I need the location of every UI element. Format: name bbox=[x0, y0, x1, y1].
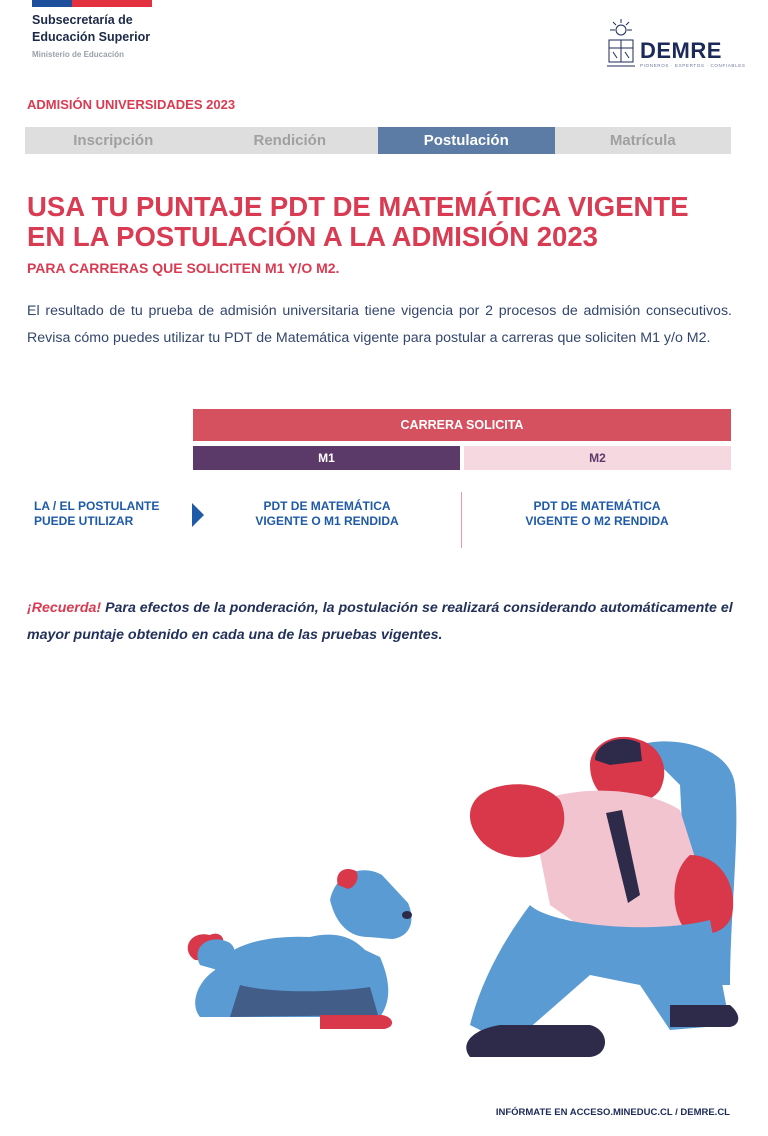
emblem-icon bbox=[606, 18, 636, 70]
reminder-lead: ¡Recuerda! bbox=[27, 600, 102, 616]
demre-logo bbox=[606, 18, 746, 74]
m1-column-header: M1 bbox=[193, 446, 460, 470]
tab-inscripcion: Inscripción bbox=[25, 127, 202, 154]
logo-tagline: PIONEROS · EXPERTOS · CONFIABLES bbox=[640, 63, 746, 68]
headline-line1: USA TU PUNTAJE PDT DE MATEMÁTICA VIGENTE bbox=[27, 191, 689, 222]
footer-links: INFÓRMATE EN ACCESO.MINEDUC.CL / DEMRE.CL bbox=[495, 1107, 730, 1118]
tab-rendicion: Rendición bbox=[202, 127, 379, 154]
reminder-text: Para efectos de la ponderación, la postulación se realizará considerando automáticamente el mayor puntaje obtenido en cada una de las pruebas vigentes. bbox=[27, 600, 733, 643]
tab-postulacion: Postulación bbox=[378, 127, 555, 154]
org-title bbox=[32, 12, 150, 46]
dog-illustration bbox=[188, 869, 412, 1029]
headline-subline: PARA CARRERAS QUE SOLICITEN M1 Y/O M2. bbox=[27, 260, 340, 276]
m2-cell-line1: PDT DE MATEMÁTICA bbox=[533, 499, 661, 513]
m1-cell-line2: VIGENTE O M1 RENDIDA bbox=[255, 514, 399, 528]
logo-name: DEMRE bbox=[640, 38, 722, 63]
person-illustration bbox=[466, 737, 738, 1057]
m1-cell bbox=[193, 499, 461, 529]
m2-column-header: M2 bbox=[464, 446, 731, 470]
admision-label: ADMISIÓN UNIVERSIDADES 2023 bbox=[27, 97, 236, 112]
headline bbox=[27, 192, 747, 252]
org-title-line2: Educación Superior bbox=[32, 30, 151, 44]
column-divider bbox=[461, 492, 462, 548]
carrera-solicita-header: CARRERA SOLICITA bbox=[193, 409, 731, 441]
row-label-line2: PUEDE UTILIZAR bbox=[34, 514, 134, 528]
row-label-line1: LA / EL POSTULANTE bbox=[34, 499, 160, 513]
ministry-label: Ministerio de Educación bbox=[32, 50, 125, 59]
intro-paragraph: El resultado de tu prueba de admisión universitaria tiene vigencia por 2 procesos de admisión consecutivos. Revisa cómo puedes utilizar tu PDT de Matemática vigente para postular a carreras que soliciten M1 y/o M2. bbox=[27, 303, 732, 346]
org-title-line1: Subsecretaría de bbox=[32, 13, 133, 27]
flag-color-bar bbox=[32, 0, 152, 7]
reminder-note bbox=[27, 595, 737, 649]
m2-cell-line2: VIGENTE O M2 RENDIDA bbox=[525, 514, 669, 528]
student-and-dog-illustration bbox=[170, 725, 768, 1075]
m2-cell bbox=[463, 499, 731, 529]
m1-cell-line1: PDT DE MATEMÁTICA bbox=[263, 499, 391, 513]
process-tabs bbox=[25, 127, 731, 154]
tab-matricula: Matrícula bbox=[555, 127, 732, 154]
row-label bbox=[34, 499, 184, 529]
headline-line2: EN LA POSTULACIÓN A LA ADMISIÓN 2023 bbox=[27, 221, 598, 252]
